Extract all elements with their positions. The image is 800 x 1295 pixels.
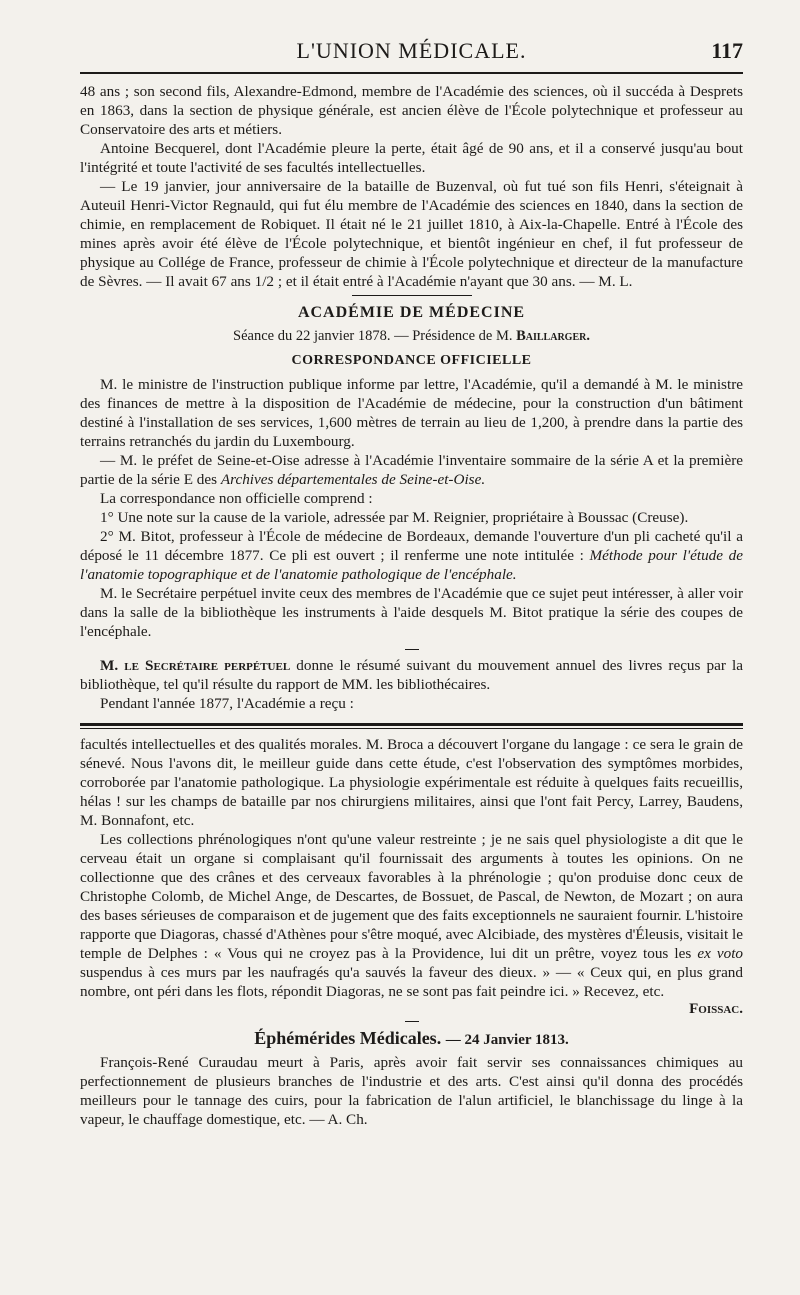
paragraph [80,656,743,694]
paragraph-text: — M. le préfet de Seine-et-Oise adresse à l'Académie l'inventaire sommaire de la série A et la première partie de la série E des [80,452,743,488]
paragraph: François-René Curaudau meurt à Paris, après avoir fait servir ses connaissances chimiques au perfectionnement de plusieurs branches de l'industrie et des arts. C'est ainsi qu'il donna des procédés meilleurs pour le tannage des cuirs, pour la fabrication de l'alun artificiel, le blanchissage du linge à la vapeur, le chauffage domestique, etc. — A. Ch. [80,1054,743,1128]
paragraph: La correspondance non officielle comprend : [100,490,373,507]
subsection-heading: CORRESPONDANCE OFFICIELLE [291,353,532,368]
seance-line [80,328,743,345]
paragraph-text: 2° M. Bitot, professeur à l'École de médecine de Bordeaux, demande l'ouverture d'un pli cacheté qu'il a déposé le 11 décembre 1877. Ce pli est ouvert ; il renferme une note intitulée : [80,528,743,564]
seance-text: Séance du 22 janvier 1878. — Présidence de M. [233,328,513,344]
paragraph: Pendant l'année 1877, l'Académie a reçu : [100,695,354,712]
paragraph: M. le Secrétaire perpétuel invite ceux des membres de l'Académie que ce sujet peut intéresser, à aller voir dans la salle de la bibliothèque les instruments à l'aide desquels M. Bitot pratique la série des coupes de l'encéphale. [80,585,743,640]
paragraph: 48 ans ; son second fils, Alexandre-Edmond, membre de l'Académie des sciences, où il succéda à Desprets en 1863, dans la section de physique générale, est ancien élève de l'École polytechnique et professeur au Conservatoire des arts et métiers. [80,83,743,138]
journal-title: L'UNION MÉDICALE. [296,38,527,63]
section-divider [352,295,472,296]
feuilleton-section [80,735,743,1129]
paragraph-smallcaps: M. le Secrétaire perpétuel [100,657,291,674]
paragraph-text: suspendus à ces murs par les naufragés qu'a sauvés la faveur des dieux. » — « Ceux qui, en plus grand nombre, ont péri dans les flots, répondit Diagoras, ne se sont pas fait peindre ici. » Recevez, etc. [80,964,743,1000]
ephemerides-date: — 24 Janvier 1813. [445,1032,569,1048]
article-obituaries [80,82,743,291]
paragraph: M. le ministre de l'instruction publique informe par lettre, l'Académie, qu'il a demandé à M. le ministre des finances de mettre à la disposition de l'Académie de médecine, pour la construction d'un bâtiment destiné à l'installation de ses services, 1,600 mètres de terrain au lieu de 1,200, à prendre dans la partie des terrains retranchés du jardin du Luxembourg. [80,376,743,450]
divider [405,649,419,650]
header-rule [80,72,743,74]
ephemerides-heading [80,1028,743,1049]
signature: Foissac. [689,1001,743,1017]
paragraph-text: Les collections phrénologiques n'ont qu'une valeur restreinte ; je ne sais quel physiologiste a dit que le cerveau était un organe si complaisant qu'il fournissait des arguments à toutes les opinions. On ne collectionne que des crânes et des cerveaux favorables à la phrénologie ; qu'on produise donc ceux de Christophe Colomb, de Michel Ange, de Descartes, de Bossuet, de Pascal, de Newton, de Mozart ; on aura des bases sérieuses de comparaison et de jugement que des faits exceptionnels ne sauraient fournir. L'histoire rapporte que Diagoras, chassé d'Athènes pour s'être moqué, avec Alcibiade, des mystères d'Éleusis, visitait le temple de Delphes : « Vous qui ne croyez pas à la Providence, lui dit un prêtre, voyez tous les [80,831,743,962]
paragraph: Antoine Becquerel, dont l'Académie pleure la perte, était âgé de 90 ans, et il a conservé jusqu'au bout l'intégrité et toute l'activité de ses facultés intellectuelles. [80,140,743,176]
signature-row [80,1001,743,1021]
paragraph-italic: ex voto [697,945,744,962]
section-heading: ACADÉMIE DE MÉDECINE [297,304,526,321]
president-name: Baillarger. [516,328,590,344]
feuilleton-divider [80,723,743,729]
paragraph: 1° Une note sur la cause de la variole, adressée par M. Reignier, propriétaire à Boussac (Creuse). [100,509,689,526]
paragraph [80,527,743,584]
page [80,38,743,1129]
ephemerides-title: Éphémérides Médicales. [254,1028,442,1048]
paragraph-text: donne le résumé suivant du mouvement annuel des livres reçus par la bibliothèque, tel qu'il résulte du rapport de MM. les bibliothécaires. [80,657,744,693]
running-header [80,38,743,68]
paragraph [80,451,743,489]
page-number: 117 [711,38,743,63]
academie-section [80,304,743,713]
paragraph: — Le 19 janvier, jour anniversaire de la bataille de Buzenval, où fut tué son fils Henri, s'éteignait à Auteuil Henri-Victor Regnauld, qui fut élu membre de l'Académie des sciences en 1840, dans la section de chimie, en remplacement de Robiquet. Il était né le 21 juillet 1810, à Aix-la-Chapelle. Entré à l'École des mines après avoir été élève de l'École polytechnique, et bientôt ingénieur en chef, il fut professeur de physique au Collége de France, professeur de chimie à l'École polytechnique et directeur de la manufacture de Sèvres. — Il avait 67 ans 1/2 ; et il était entré à l'Académie n'ayant que 30 ans. — M. L. [80,178,743,290]
paragraph: facultés intellectuelles et des qualités morales. M. Broca a découvert l'organe du langage : ce sera le grain de sénevé. Nous l'avons dit, le meilleur guide dans cette étude, c'est l'observation des symptômes morbides, corroborée par l'anatomie pathologique. La physiologie expérimentale est réduite à quelques faits recueillis, hélas ! sur les champs de bataille par nos chirurgiens militaires, ainsi que l'ont fait Percy, Larrey, Baudens, M. Bonnafont, etc. [80,736,743,829]
paragraph [80,830,743,1001]
divider [405,1021,419,1022]
paragraph-italic: Archives départementales de Seine-et-Oise. [220,471,486,488]
paragraph-italic: Méthode pour l'étude de l'anatomie topographique et de l'anatomie pathologique de l'encéphale. [80,547,743,583]
